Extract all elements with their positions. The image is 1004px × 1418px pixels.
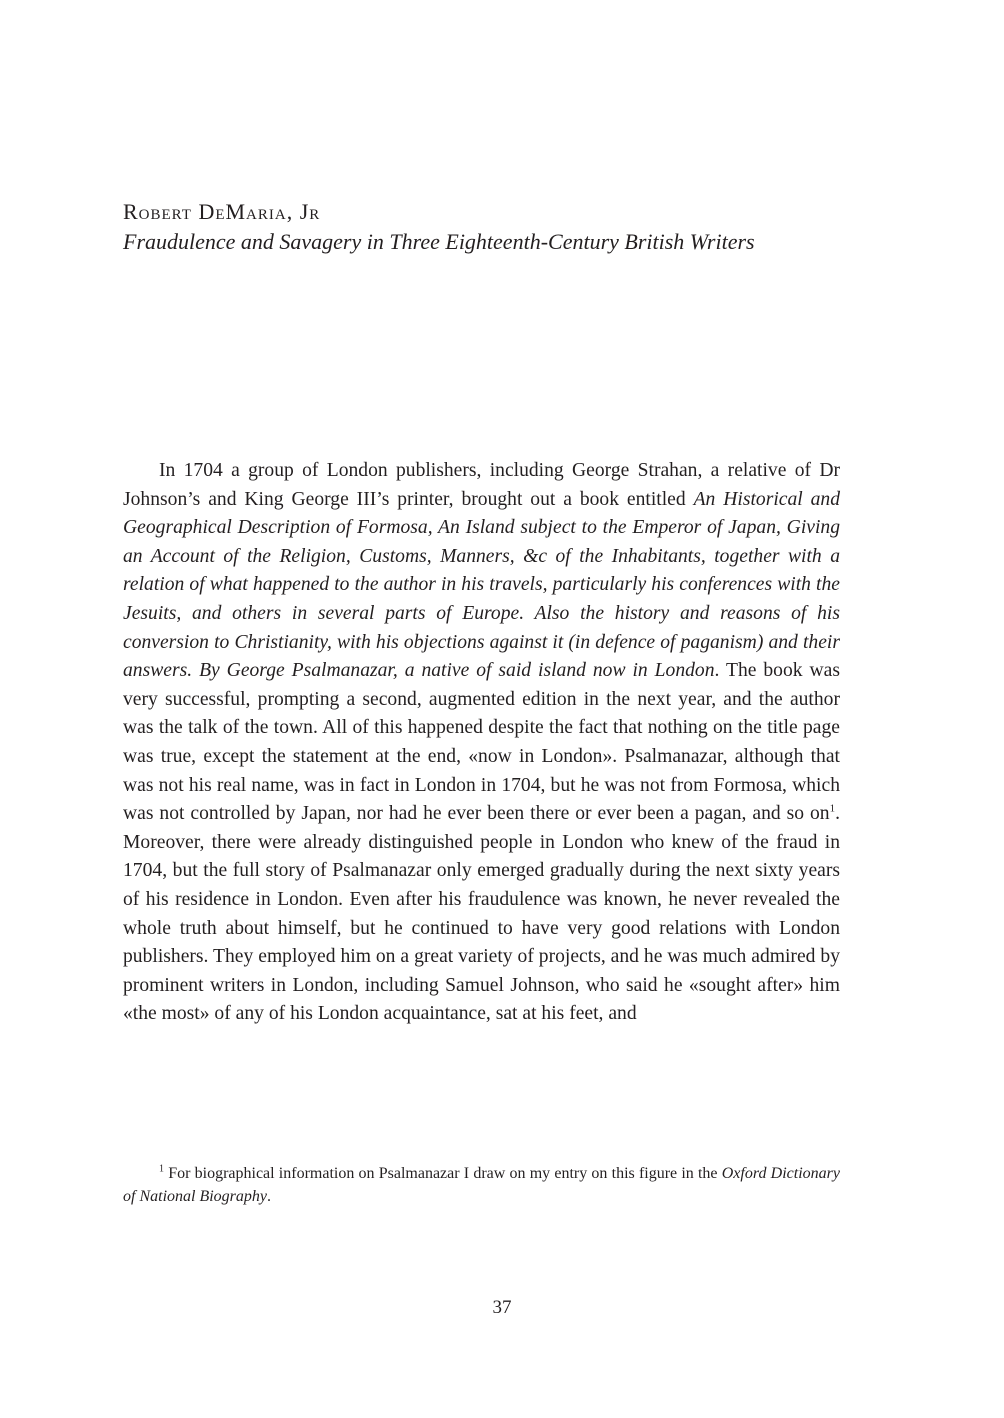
paragraph-end: . Moreover, there were already distinguished people in London who knew of the fraud in 1704, but the full story of Psalmanazar only emerged gradually during the next sixty years of his residence in London. Even after his fraudulence was known, he never revealed the whole truth about himself, but he continued to have very good relations with London publishers. They employed him on a great variety of projects, and he was much admired by prominent writers in London, including Samuel Johnson, who said he «sought after» him «the most» of any of his London acquaintance, sat at his feet, and [123,803,840,1025]
author-name: Robert DeMaria, Jr [123,199,321,224]
footnote-source: Oxford Dictionary of National Biography [123,1165,841,1205]
paragraph-middle: . The book was very successful, prompting a second, augmented edition in the next year, and the author was the talk of the town. All of this happened despite the fact that nothing on the title page was true, except the statement at the end, «now in London». Psalmanazar, although that was not his real name, was in fact in London in 1704, but he was not from Formosa, which was not controlled by Japan, nor had he ever been there or ever been a pagan, and so on [123,660,840,825]
page-number: 37 [492,1297,512,1318]
footnote-reference[interactable]: 1 [829,802,836,815]
footnote [123,1162,840,1208]
paragraph [123,457,840,1029]
chapter-header [123,198,883,258]
footnote-end: . [267,1188,271,1205]
footnote-text: For biographical information on Psalmanazar I draw on my entry on this figure in the [164,1165,722,1182]
chapter-title: Fraudulence and Savagery in Three Eighteenth-Century British Writers [123,229,755,254]
body-text [123,457,840,1029]
footnote-number: 1 [159,1163,164,1175]
footnote-paragraph [123,1162,840,1208]
paragraph-intro: In 1704 a group of London publishers, including George Strahan, a relative of Dr Johnson’s and King George III’s printer, brought out a book entitled [123,460,840,510]
book-title: An Historical and Geographical Description of Formosa, An Island subject to the Emperor of Japan, Giving an Account of the Religion, Customs, Manners, &c of the Inhabitants, together with a relation of what happened to the author in his travels, particularly his conferences with the Jesuits, and others in several parts of Europe. Also the history and reasons of his conversion to Christianity, with his objections against it (in defence of paganism) and their answers. By George Psalmanazar, a native of said island now in London [123,488,840,682]
